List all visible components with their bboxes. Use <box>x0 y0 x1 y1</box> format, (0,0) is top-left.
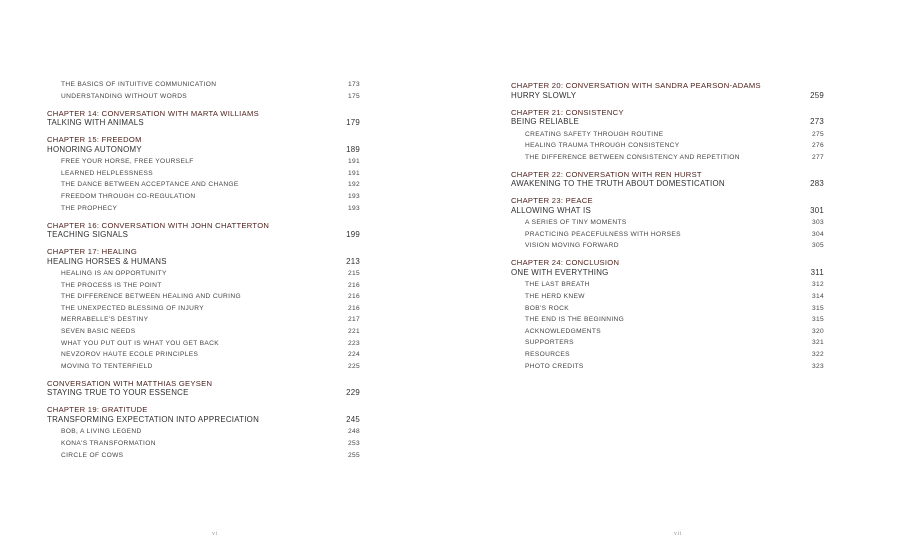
page-number-left <box>212 528 226 537</box>
toc-page-number: 216 <box>347 281 360 289</box>
toc-chapter-title <box>47 388 360 400</box>
toc-entry-text: TALKING WITH ANIMALS <box>47 118 144 128</box>
toc-section-item <box>47 440 360 452</box>
toc-entry-text: TRANSFORMING EXPECTATION INTO APPRECIATION <box>47 414 260 424</box>
toc-section-item <box>511 293 824 305</box>
toc-page-number: 311 <box>810 267 824 277</box>
toc-entry-text: HURRY SLOWLY <box>511 90 577 100</box>
toc-entry-text: CHAPTER 14: CONVERSATION WITH MARTA WILLIAMS <box>47 108 259 118</box>
toc-entry-text: ONE WITH EVERYTHING <box>511 267 609 277</box>
toc-entry-text: TEACHING SIGNALS <box>47 230 129 239</box>
toc-section-item <box>511 351 824 363</box>
toc-section-item <box>47 328 360 340</box>
toc-entry-text: KONA'S TRANSFORMATION <box>61 439 156 447</box>
toc-entry-text: CHAPTER 24: CONCLUSION <box>511 258 620 268</box>
toc-page-number: 221 <box>347 328 360 335</box>
toc-page-number: 322 <box>811 351 824 358</box>
toc-entry-text: HEALING HORSES & HUMANS <box>47 256 167 266</box>
toc-page-number: 193 <box>347 192 360 200</box>
toc-chapter-title <box>47 145 360 157</box>
toc-page-number: 245 <box>346 414 360 424</box>
folio-ornament: ··· <box>679 527 685 532</box>
toc-page-number: 223 <box>347 339 360 347</box>
toc-chapter-title <box>47 415 360 427</box>
toc-chapter-title <box>511 91 824 103</box>
toc-page-number: 216 <box>347 304 360 312</box>
toc-page-number: 248 <box>347 428 360 436</box>
toc-page-number: 315 <box>811 316 824 324</box>
toc-page-number: 229 <box>346 388 360 398</box>
toc-section-item <box>47 193 360 205</box>
toc-page-number: 312 <box>811 281 824 289</box>
toc-section-item <box>47 452 360 464</box>
toc-chapter-title <box>511 206 824 218</box>
toc-page-number: 179 <box>346 118 360 128</box>
toc-page-number: 253 <box>347 439 360 447</box>
toc-entry-text: HEALING IS AN OPPORTUNITY <box>61 270 167 277</box>
toc-entry-text: HONORING AUTONOMY <box>47 144 142 154</box>
toc-entry-text: THE DIFFERENCE BETWEEN HEALING AND CURING <box>61 293 241 301</box>
toc-section-item <box>511 328 824 340</box>
toc-entry-text: A SERIES OF TINY MOMENTS <box>525 219 627 227</box>
toc-page-number: 173 <box>347 81 360 88</box>
toc-section-item <box>511 305 824 317</box>
toc-page-number: 273 <box>810 117 824 126</box>
page-number-right-label: vii <box>674 531 682 537</box>
toc-entry-text: ACKNOWLEDGMENTS <box>525 327 601 335</box>
toc-section-item <box>47 93 360 105</box>
toc-section-item <box>47 81 360 93</box>
toc-entry-text: THE HERD KNEW <box>525 293 585 300</box>
toc-section-item <box>511 363 824 375</box>
toc-section-item <box>47 282 360 294</box>
toc-page-number: 304 <box>811 230 824 238</box>
toc-section-item <box>47 305 360 317</box>
toc-page-number: 191 <box>347 158 360 166</box>
page-number-left-label: vi <box>212 531 218 537</box>
toc-page-number: 191 <box>347 169 360 177</box>
toc-section-item <box>511 281 824 293</box>
toc-entry-text: PHOTO CREDITS <box>525 362 584 370</box>
page-number-right <box>674 528 690 537</box>
toc-entry-text: CHAPTER 15: FREEDOM <box>47 135 142 145</box>
toc-section-item <box>47 293 360 305</box>
toc-entry-text: CONVERSATION WITH MATTHIAS GEYSEN <box>47 378 213 388</box>
toc-section-item <box>47 181 360 193</box>
toc-entry-text: CREATING SAFETY THROUGH ROUTINE <box>525 130 664 138</box>
toc-entry-text: ALLOWING WHAT IS <box>511 205 591 215</box>
toc-section-item <box>511 339 824 351</box>
toc-chapter-title <box>47 230 360 242</box>
toc-entry-text: SEVEN BASIC NEEDS <box>61 328 136 335</box>
toc-section-item <box>47 340 360 352</box>
toc-entry-text: THE BASICS OF INTUITIVE COMMUNICATION <box>61 81 217 88</box>
toc-section-item <box>47 363 360 375</box>
toc-page-number: 305 <box>811 242 824 250</box>
toc-page-number: 321 <box>811 339 824 347</box>
toc-entry-text: FREEDOM THROUGH CO-REGULATION <box>61 192 196 200</box>
toc-section-item <box>511 154 824 166</box>
toc-entry-text: STAYING TRUE TO YOUR ESSENCE <box>47 388 189 398</box>
toc-page-number: 301 <box>810 205 824 215</box>
toc-page-number: 277 <box>811 153 824 161</box>
toc-entry-text: CHAPTER 17: HEALING <box>47 247 138 256</box>
toc-entry-text: CHAPTER 22: CONVERSATION WITH REN HURST <box>511 169 702 179</box>
toc-page-number: 323 <box>811 362 824 370</box>
toc-page-number: 259 <box>810 90 824 100</box>
toc-page-number: 213 <box>346 256 360 266</box>
toc-entry-text: THE PROPHECY <box>61 204 118 212</box>
toc-entry-text: THE DANCE BETWEEN ACCEPTANCE AND CHANGE <box>61 181 239 189</box>
toc-section-item <box>47 170 360 182</box>
toc-chapter-title <box>511 179 824 191</box>
toc-page-number: 255 <box>347 451 360 459</box>
toc-section-item <box>511 316 824 328</box>
toc-chapter-title <box>511 117 824 129</box>
toc-page-number: 314 <box>811 293 824 300</box>
toc-entry-text: SUPPORTERS <box>525 339 574 347</box>
toc-entry-text: UNDERSTANDING WITHOUT WORDS <box>61 92 188 100</box>
toc-section-item <box>47 316 360 328</box>
toc-entry-text: THE UNEXPECTED BLESSING OF INJURY <box>61 304 204 312</box>
toc-entry-text: LEARNED HELPLESSNESS <box>61 169 154 177</box>
toc-entry-text: CHAPTER 23: PEACE <box>511 196 593 206</box>
toc-section-item <box>511 131 824 143</box>
toc-entry-text: BOB, A LIVING LEGEND <box>61 428 142 436</box>
toc-page-number: 276 <box>811 142 824 150</box>
toc-page-number: 193 <box>347 204 360 212</box>
toc-entry-text: THE END IS THE BEGINNING <box>525 316 625 324</box>
toc-entry-text: CIRCLE OF COWS <box>61 451 124 459</box>
toc-page-number: 315 <box>811 304 824 312</box>
toc-entry-text: HEALING TRAUMA THROUGH CONSISTENCY <box>525 142 680 150</box>
toc-page-number: 217 <box>347 316 360 324</box>
toc-page-number: 303 <box>811 219 824 227</box>
toc-section-item <box>511 231 824 243</box>
toc-section-item <box>47 270 360 282</box>
toc-section-item <box>47 158 360 170</box>
toc-page-number: 224 <box>347 351 360 359</box>
toc-chapter-title <box>47 118 360 130</box>
toc-page-number: 225 <box>347 362 360 370</box>
toc-section-item <box>511 142 824 154</box>
toc-page-number: 199 <box>346 230 360 239</box>
toc-entry-text: THE PROCESS IS THE POINT <box>61 281 162 289</box>
toc-entry-text: BEING RELIABLE <box>511 117 579 126</box>
toc-entry-text: THE DIFFERENCE BETWEEN CONSISTENCY AND REPETITION <box>525 153 740 161</box>
toc-entry-text: NEVZOROV HAUTE ECOLE PRINCIPLES <box>61 351 199 359</box>
toc-chapter-title <box>511 268 824 280</box>
toc-entry-text: BOB'S ROCK <box>525 304 569 312</box>
toc-chapter-title <box>47 257 360 269</box>
toc-entry-text: VISION MOVING FORWARD <box>525 242 619 250</box>
toc-entry-text: THE LAST BREATH <box>525 281 590 289</box>
toc-section-item <box>47 428 360 440</box>
toc-page-number: 216 <box>347 293 360 301</box>
toc-entry-text: RESOURCES <box>525 351 570 358</box>
toc-page-number: 275 <box>811 130 824 138</box>
toc-entry-text: FREE YOUR HORSE, FREE YOURSELF <box>61 158 194 166</box>
toc-section-item <box>47 205 360 217</box>
toc-page-number: 283 <box>810 179 824 189</box>
toc-page-number: 215 <box>347 270 360 277</box>
toc-page-number: 192 <box>347 181 360 189</box>
toc-page-number: 189 <box>346 144 360 154</box>
toc-section-item <box>47 351 360 363</box>
toc-entry-text: MOVING TO TENTERFIELD <box>61 362 153 370</box>
toc-entry-text: WHAT YOU PUT OUT IS WHAT YOU GET BACK <box>61 339 220 347</box>
toc-entry-text: CHAPTER 20: CONVERSATION WITH SANDRA PEARSON-ADAMS <box>511 81 761 90</box>
toc-entry-text: MERRABELLE'S DESTINY <box>61 316 149 324</box>
toc-page-number: 320 <box>811 327 824 335</box>
toc-entry-text: CHAPTER 19: GRATITUDE <box>47 405 148 415</box>
folio-ornament: ··· <box>216 527 222 532</box>
toc-entry-text: PRACTICING PEACEFULNESS WITH HORSES <box>525 230 681 238</box>
toc-entry-text: CHAPTER 16: CONVERSATION WITH JOHN CHATTERTON <box>47 220 270 230</box>
toc-section-item <box>511 219 824 231</box>
toc-page-number: 175 <box>347 92 360 100</box>
toc-entry-text: CHAPTER 21: CONSISTENCY <box>511 107 624 117</box>
toc-section-item <box>511 242 824 254</box>
toc-entry-text: AWAKENING TO THE TRUTH ABOUT DOMESTICATION <box>511 179 725 189</box>
